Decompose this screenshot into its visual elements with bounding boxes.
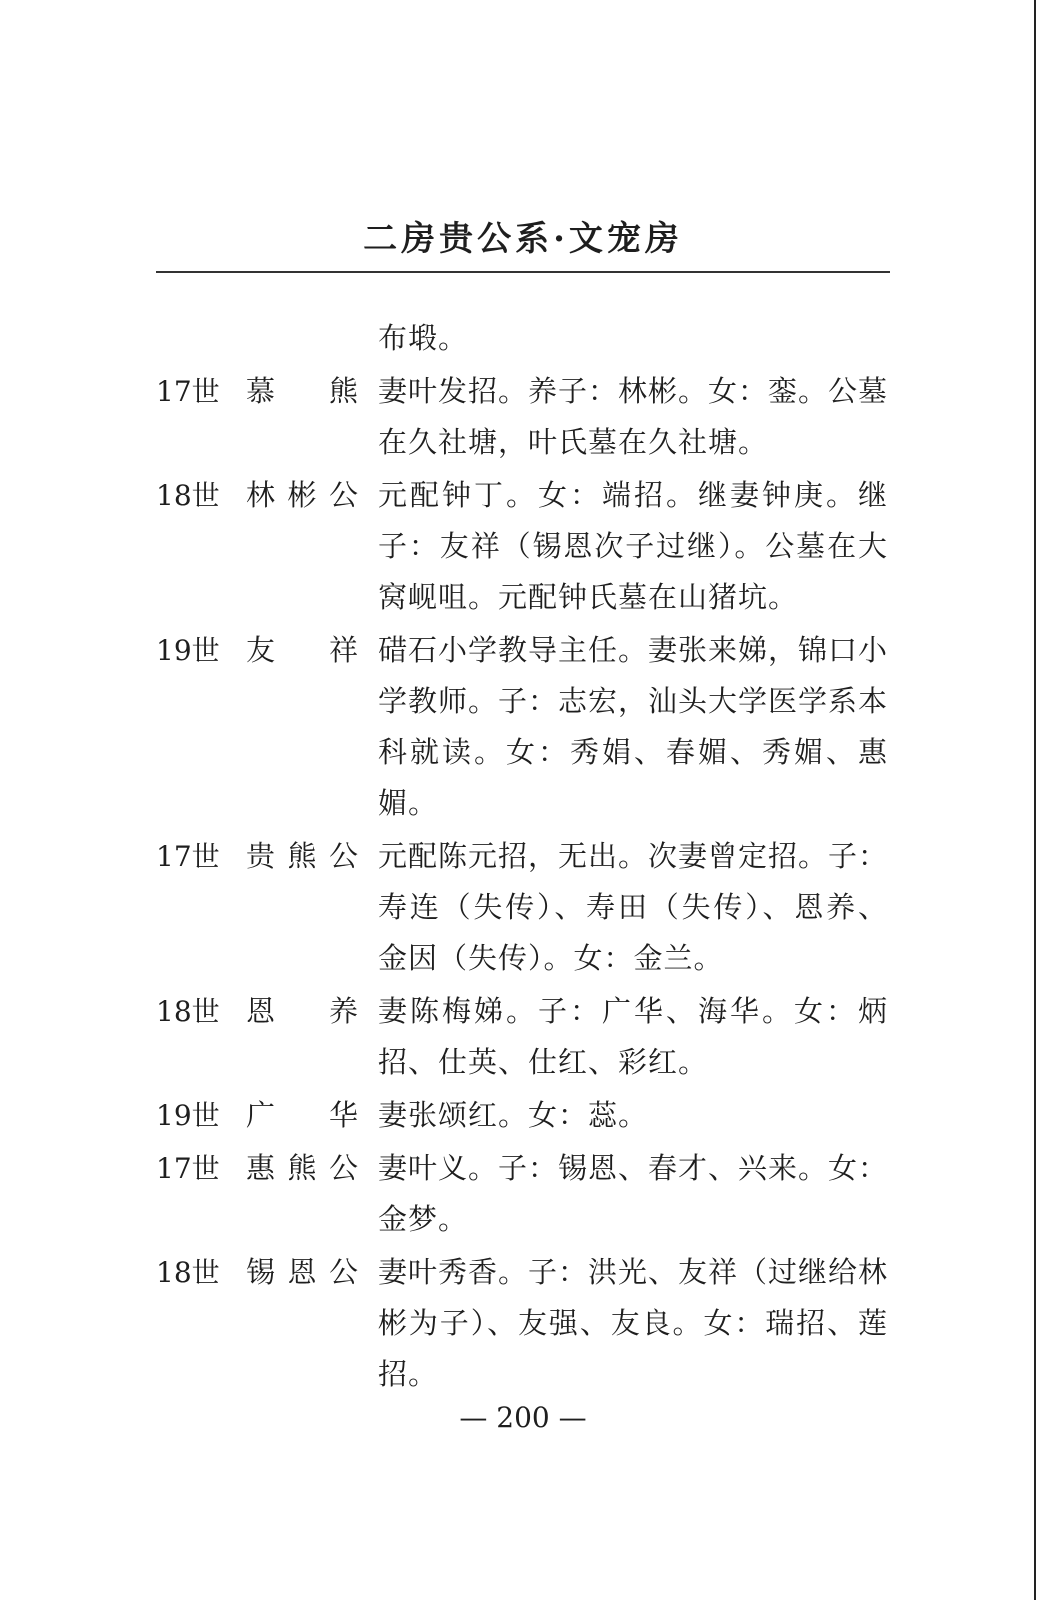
entry-continuation (156, 313, 896, 364)
entry-name: 广华 (246, 1098, 358, 1132)
entry-text: 妻叶发招。养子：林彬。女：銮。公墓在久社塘，叶氏墓在久社塘。 (378, 374, 889, 459)
entry (156, 625, 896, 829)
entry-generation: 19世 (156, 634, 220, 667)
entry-name: 锡恩公 (246, 1255, 358, 1289)
entry-generation: 18世 (156, 995, 220, 1028)
entry-name: 惠熊公 (246, 1151, 358, 1185)
entry-text: 元配陈元招，无出。次妻曾定招。子：寿连（失传）、寿田（失传）、恩养、金因（失传）。女：金兰。 (378, 839, 889, 975)
entry-generation: 17世 (156, 375, 220, 408)
entry-text: 元配钟丁。女：端招。继妻钟庚。继子：友祥（锡恩次子过继）。公墓在大窝岘咀。元配钟氏墓在山猪坑。 (378, 478, 888, 614)
binding-edge (1034, 0, 1036, 1600)
entry (156, 470, 896, 623)
entry-text: 布塅。 (378, 321, 469, 355)
entry-generation: 17世 (156, 1152, 220, 1185)
entry-name: 友祥 (246, 633, 358, 667)
entry-text: 妻陈梅娣。子：广华、海华。女：炳招、仕英、仕红、彩红。 (378, 994, 888, 1079)
entry-text: 碏石小学教导主任。妻张来娣，锦口小学教师。子：志宏，汕头大学医学系本科就读。女：秀娟、春媚、秀媚、惠媚。 (378, 633, 889, 820)
entry-name: 恩养 (246, 994, 358, 1028)
page-title: 二房贵公系·文宠房 (363, 219, 683, 259)
entry (156, 1247, 896, 1400)
entry-generation: 17世 (156, 840, 220, 873)
header-rule (156, 271, 890, 273)
entry-generation: 19世 (156, 1099, 220, 1132)
entry (156, 986, 896, 1088)
entry (156, 1143, 896, 1245)
entry (156, 366, 896, 468)
entry-generation: 18世 (156, 1256, 220, 1289)
page-number: — 200 — (459, 1401, 587, 1434)
entry (156, 1090, 896, 1141)
entry-generation: 18世 (156, 479, 220, 512)
entry-text: 妻叶秀香。子：洪光、友祥（过继给林彬为子）、友强、友良。女：瑞招、莲招。 (378, 1255, 889, 1391)
entry-name: 贵熊公 (246, 839, 358, 873)
entry (156, 831, 896, 984)
entry-text: 妻张颂红。女：蕊。 (378, 1098, 649, 1132)
entry-name: 慕熊 (246, 374, 358, 408)
genealogy-entries (156, 313, 896, 1402)
entry-text: 妻叶义。子：锡恩、春才、兴来。女：金梦。 (378, 1151, 889, 1236)
entry-name: 林彬公 (246, 478, 358, 512)
